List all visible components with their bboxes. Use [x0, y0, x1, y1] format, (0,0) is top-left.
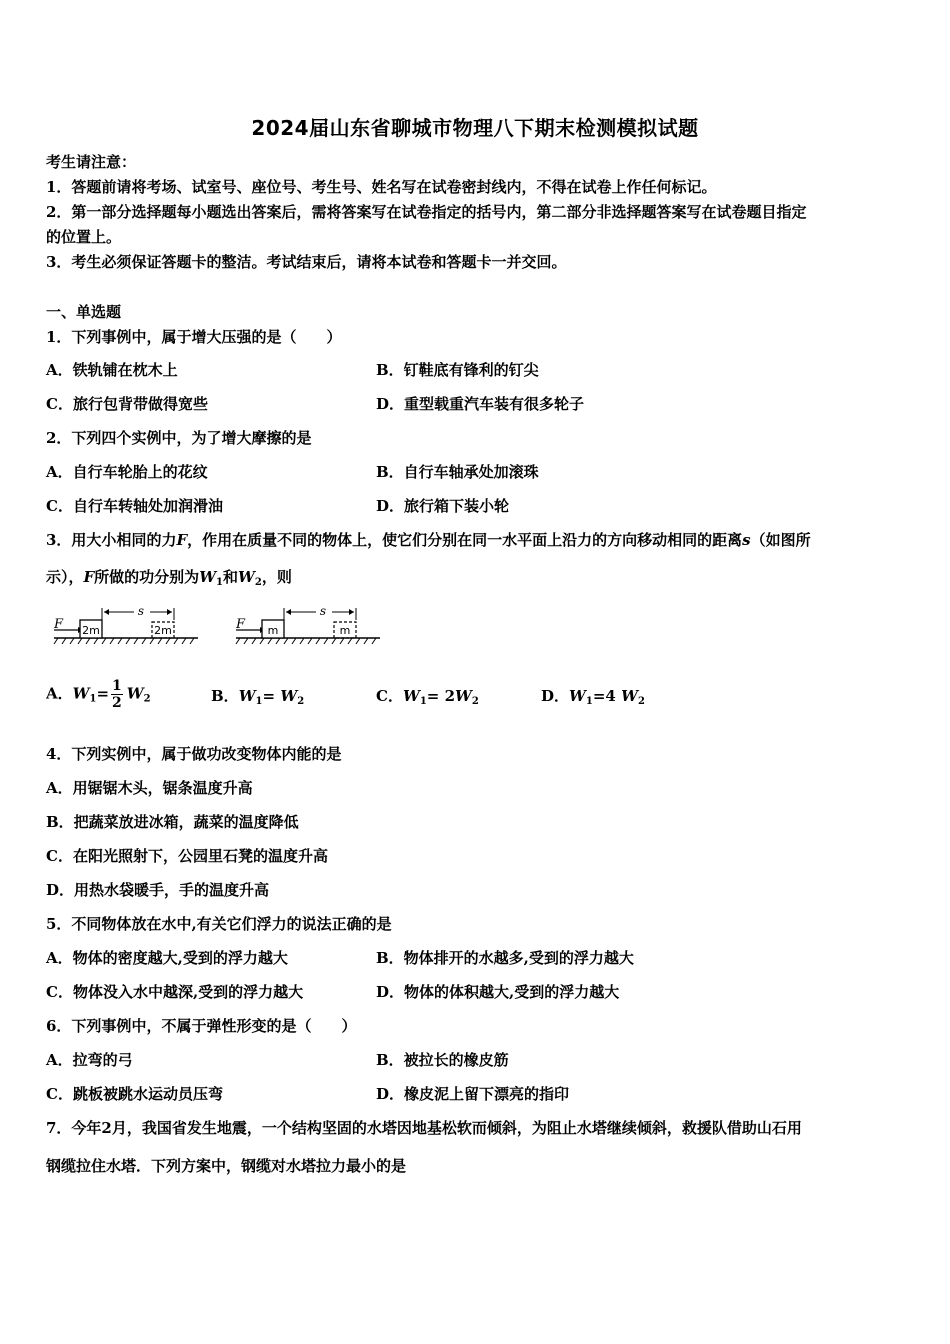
q5-option-d: D．物体的体积越大,受到的浮力越大 — [376, 983, 620, 1001]
q1-option-a: A．铁轨铺在枕木上 — [46, 361, 178, 379]
q3-option-c: C．$W_1= 2W_2$ — [376, 687, 479, 707]
fig1-distance-label: s — [137, 604, 145, 618]
q1-stem: 1．下列事例中，属于增大压强的是（ ） — [46, 328, 342, 346]
notice-item-1: 1．答题前请将考场、试室号、座位号、考生号、姓名写在试卷密封线内，不得在试卷上作任何标记。 — [46, 178, 717, 196]
q7-stem-line2: 钢缆拉住水塔．下列方案中，钢缆对水塔拉力最小的是 — [46, 1157, 407, 1175]
q1-option-d: D．重型载重汽车装有很多轮子 — [376, 395, 585, 413]
q2-option-c: C．自行车转轴处加润滑油 — [46, 497, 223, 515]
q7-stem-line1: 7．今年2月，我国省发生地震，一个结构坚固的水塔因地基松软而倾斜，为阻止水塔继续倾斜，救援队借助山石用 — [46, 1119, 802, 1137]
q6-option-b: B．被拉长的橡皮筋 — [376, 1051, 509, 1069]
q1-option-b: B．钉鞋底有锋利的钉尖 — [376, 361, 539, 379]
q4-option-c: C．在阳光照射下，公园里石凳的温度升高 — [46, 847, 328, 865]
q3-option-a-fraction: $\frac{1}{2}$ — [112, 678, 122, 711]
fig2-distance-label: s — [319, 604, 327, 618]
fig2-force-label: F — [236, 617, 246, 632]
q5-stem: 5．不同物体放在水中,有关它们浮力的说法正确的是 — [46, 915, 392, 933]
fig2-block-start-mass: m — [267, 624, 279, 637]
q2-option-d: D．旅行箱下装小轮 — [376, 497, 510, 515]
q6-option-c: C．跳板被跳水运动员压弯 — [46, 1085, 223, 1103]
q2-stem: 2．下列四个实例中，为了增大摩擦的是 — [46, 429, 312, 447]
q2-option-a: A．自行车轮胎上的花纹 — [46, 463, 208, 481]
q3-option-b: B．$W_1= W_2$ — [211, 687, 305, 707]
q5-option-c: C．物体没入水中越深,受到的浮力越大 — [46, 983, 304, 1001]
fig1-force-label: F — [54, 617, 64, 632]
q2-option-b: B．自行车轴承处加滚珠 — [376, 463, 539, 481]
fig1-block-start-mass: 2m — [82, 624, 100, 637]
q3-stem-line1: 3．用大小相同的力F，作用在质量不同的物体上，使它们分别在同一水平面上沿力的方向移动相同的距离s（如图所 — [46, 531, 811, 549]
q6-option-d: D．橡皮泥上留下漂亮的指印 — [376, 1085, 570, 1103]
notice-heading: 考生请注意： — [46, 153, 137, 171]
section-heading: 一、单选题 — [46, 303, 122, 321]
fig1-block-end-mass: 2m — [154, 624, 172, 637]
q6-stem: 6．下列事例中，不属于弹性形变的是（ ） — [46, 1017, 357, 1035]
q3-option-a: A．$W_1=$ $\frac{1}{2}$ $W_2$ — [46, 678, 151, 711]
q4-option-b: B．把蔬菜放进冰箱，蔬菜的温度降低 — [46, 813, 299, 831]
fig2-block-end-mass: m — [339, 624, 351, 637]
q4-option-d: D．用热水袋暖手，手的温度升高 — [46, 881, 270, 899]
q1-option-c: C．旅行包背带做得宽些 — [46, 395, 208, 413]
notice-item-3: 3．考生必须保证答题卡的整洁。考试结束后，请将本试卷和答题卡一并交回。 — [46, 253, 567, 271]
q3-figure-1 — [52, 598, 202, 648]
q4-option-a: A．用锯锯木头，锯条温度升高 — [46, 779, 253, 797]
q5-option-b: B．物体排开的水越多,受到的浮力越大 — [376, 949, 634, 967]
notice-item-2: 2．第一部分选择题每小题选出答案后，需将答案写在试卷指定的括号内，第二部分非选择题答案写在试卷题目指定 — [46, 203, 807, 221]
q3-option-d: D．$W_1=4$ $W_2$ — [541, 687, 645, 707]
q3-stem-line2: 示），F所做的功分别为$W_1$和$W_2$，则 — [46, 568, 292, 588]
q5-option-a: A．物体的密度越大,受到的浮力越大 — [46, 949, 288, 967]
q3-figure-2 — [234, 598, 384, 648]
notice-item-2-cont: 的位置上。 — [46, 228, 122, 246]
q4-stem: 4．下列实例中，属于做功改变物体内能的是 — [46, 745, 342, 763]
page-title: 2024届山东省聊城市物理八下期末检测模拟试题 — [251, 116, 699, 140]
q6-option-a: A．拉弯的弓 — [46, 1051, 133, 1069]
